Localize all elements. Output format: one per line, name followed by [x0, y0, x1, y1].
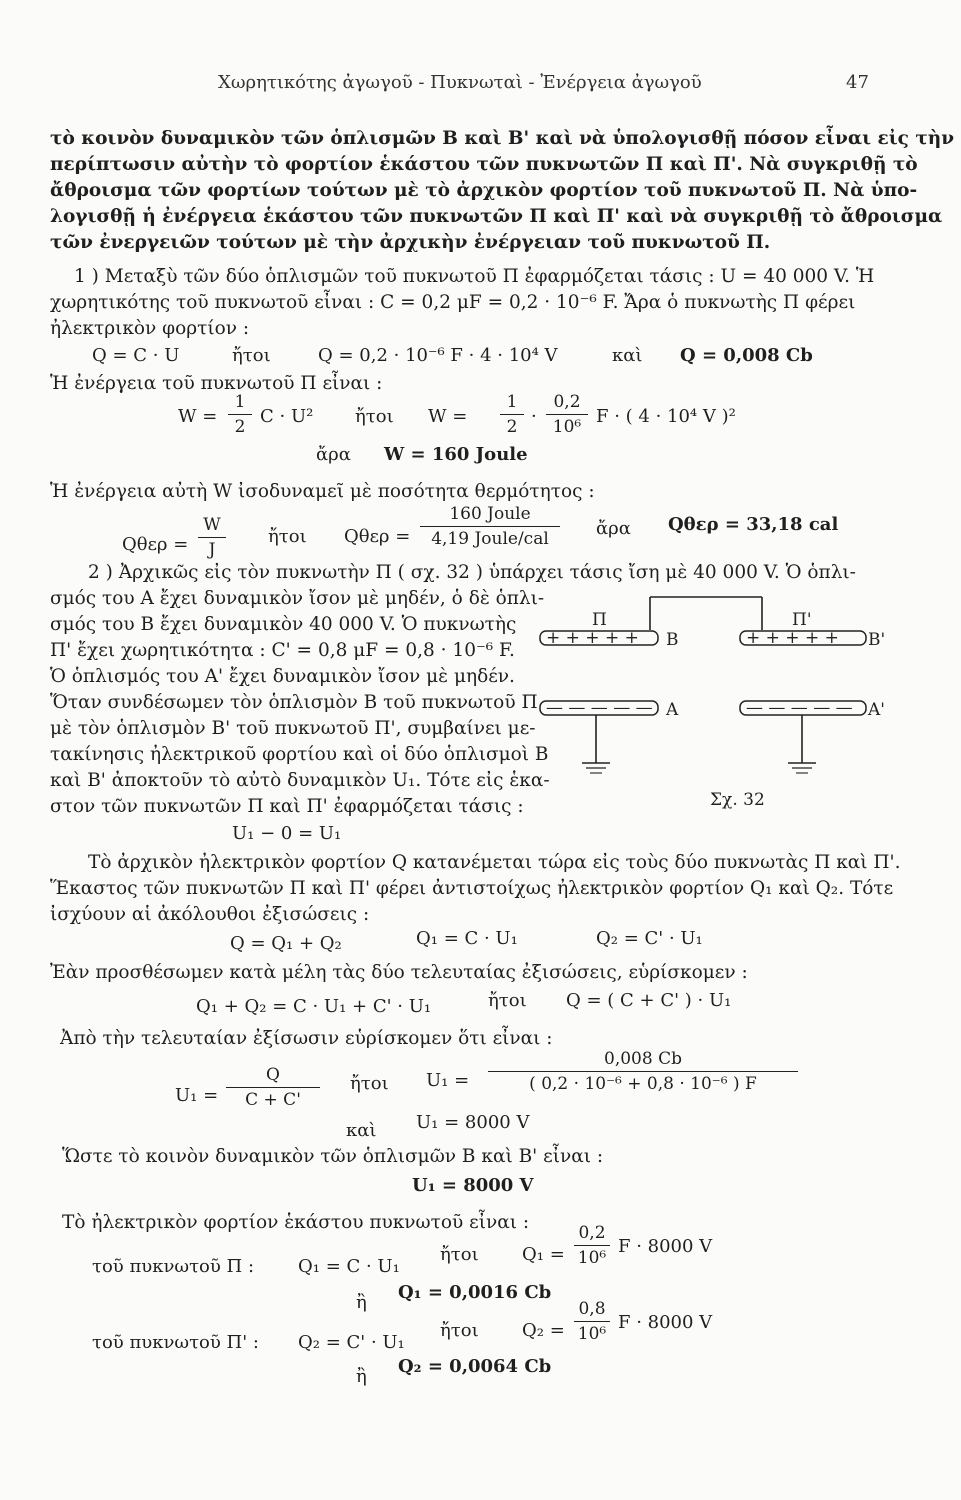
numerator: 0,2 — [578, 1223, 606, 1243]
denominator: ( 0,2 · 10⁻⁶ + 0,8 · 10⁻⁶ ) F — [529, 1074, 757, 1094]
denominator: C + C' — [245, 1090, 301, 1110]
eq-q2-tail: F · 8000 V — [618, 1312, 713, 1333]
eq-sum-expanded: Q₁ + Q₂ = C · U₁ + C' · U₁ — [196, 996, 432, 1017]
word-eta: ἢ — [356, 1292, 367, 1313]
fraction-08 — [574, 1298, 610, 1345]
dist-line: Τὸ ἀρχικὸν ἠλεκτρικὸν φορτίον Q κατανέμεται τώρα εἰς τοὺς δύο πυκνωτὰς Π καὶ Π'. — [88, 852, 901, 873]
label-p: Π — [592, 610, 607, 630]
eq-q2-cu1: Q₂ = C' · U₁ — [298, 1332, 405, 1353]
eq-q1-tail: F · 8000 V — [618, 1236, 713, 1257]
numerator: 1 — [234, 392, 246, 412]
numerator: 160 Joule — [449, 504, 531, 524]
eq-q1: Q₁ = C · U₁ — [416, 928, 518, 949]
eq-q2: Q₂ = C' · U₁ — [596, 928, 703, 949]
eq-q-total: Q = ( C + C' ) · U₁ — [566, 990, 732, 1011]
fraction-half — [228, 391, 252, 438]
eq-w-lhs: W = — [178, 406, 218, 427]
label-a: Α — [666, 700, 679, 720]
word-kai: καὶ — [346, 1120, 377, 1141]
part2-line: μὲ τὸν ὁπλισμὸν Β' τοῦ πυκνωτοῦ Π', συμβαίνει με- — [50, 718, 536, 739]
fraction-bar — [228, 414, 252, 415]
denominator: 10⁶ — [577, 1248, 607, 1268]
denominator: J — [208, 540, 216, 560]
figure-32-capacitors — [530, 585, 910, 815]
fraction-bar — [574, 1245, 610, 1246]
plus-signs: + + + + + — [546, 628, 639, 648]
fraction-joule-cal — [420, 503, 560, 550]
dist-line: Ἕκαστος τῶν πυκνωτῶν Π καὶ Π' φέρει ἀντιστοίχως ἠλεκτρικὸν φορτίον Q₁ καὶ Q₂. Τότε — [50, 878, 894, 899]
fraction-q-over-c — [226, 1064, 320, 1111]
dot: · — [531, 406, 537, 427]
eq-u1-lhs: U₁ = — [175, 1085, 219, 1106]
page-number: 47 — [846, 72, 869, 93]
word-eta: ἢ — [356, 1366, 367, 1387]
fraction-bar — [198, 537, 226, 538]
fraction-bar — [546, 414, 588, 415]
result-q1: Q₁ = 0,0016 Cb — [398, 1282, 552, 1303]
cap2-label: τοῦ πυκνωτοῦ Π' : — [92, 1332, 259, 1353]
label-b: Β — [666, 630, 679, 650]
cap1-label: τοῦ πυκνωτοῦ Π : — [92, 1256, 255, 1277]
denominator: 2 — [506, 417, 518, 437]
result-w: W = 160 Joule — [384, 444, 528, 465]
part2-line: στον τῶν πυκνωτῶν Π καὶ Π' ἐφαρμόζεται τάσις : — [50, 796, 524, 817]
heat-intro: Ἡ ἐνέργεια αὐτὴ W ἰσοδυναμεῖ μὲ ποσότητα θερμότητος : — [50, 481, 595, 502]
figure-caption: Σχ. 32 — [710, 790, 765, 810]
intro-line: τῶν ἐνεργειῶν τούτων μὲ τὴν ἀρχικὴν ἐνέργειαν τοῦ πυκνωτοῦ Π. — [50, 232, 771, 253]
fraction-u1-numeric — [488, 1048, 798, 1095]
eq-u1-lhs2: U₁ = — [426, 1070, 470, 1091]
numerator: 1 — [506, 392, 518, 412]
part2-line: σμός του Β ἔχει δυναμικὸν 40 000 V. Ὁ πυκνωτὴς — [50, 614, 517, 635]
denominator: 10⁶ — [552, 417, 582, 437]
fraction-bar — [420, 526, 560, 527]
word-htoi: ἤτοι — [355, 406, 394, 427]
part2-line: Π' ἔχει χωρητικότητα : C' = 0,8 μF = 0,8 · 10⁻⁶ F. — [50, 640, 515, 661]
intro-line: λογισθῇ ἡ ἐνέργεια ἑκάστου τῶν πυκνωτῶν Π καὶ Π' καὶ νὰ συγκριθῇ τὸ ἄθροισμα — [50, 206, 943, 227]
part1-line: ἠλεκτρικὸν φορτίον : — [50, 318, 250, 339]
eq-w-lhs2: W = — [428, 406, 468, 427]
numerator: 0,8 — [578, 1299, 606, 1319]
word-htoi: ἤτοι — [350, 1073, 389, 1094]
intro-line: τὸ κοινὸν δυναμικὸν τῶν ὁπλισμῶν Β καὶ Β' καὶ νὰ ὑπολογισθῇ πόσον εἶναι εἰς τὴν — [50, 128, 955, 149]
part1-line: 1 ) Μεταξὺ τῶν δύο ὁπλισμῶν τοῦ πυκνωτοῦ Π ἐφαρμόζεται τάσις : U = 40 000 V. Ἡ — [74, 266, 875, 287]
eq-q1-lhs: Q₁ = — [522, 1244, 565, 1265]
fraction-w-j — [198, 514, 226, 561]
eq-q-cu: Q = C · U — [92, 345, 180, 366]
eq-u1-zero: U₁ − 0 = U₁ — [232, 823, 342, 844]
result-q2: Q₂ = 0,0064 Cb — [398, 1356, 552, 1377]
word-ara: ἄρα — [596, 518, 631, 539]
fraction-bar — [574, 1321, 610, 1322]
label-b-prime: Β' — [868, 630, 886, 650]
fraction-half — [500, 391, 524, 438]
minus-signs: — — — — — — [746, 698, 853, 718]
denominator: 4,19 Joule/cal — [431, 529, 549, 549]
word-htoi: ἤτοι — [440, 1244, 479, 1265]
part2-line: 2 ) Ἀρχικῶς εἰς τὸν πυκνωτὴν Π ( σχ. 32 ) ὑπάρχει τάσις ἴση μὲ 40 000 V. Ὁ ὁπλι- — [88, 562, 856, 583]
running-title: Χωρητικότης ἀγωγοῦ - Πυκνωταὶ - Ἐνέργεια ἀγωγοῦ — [218, 72, 702, 93]
eq-sum-charges: Q = Q₁ + Q₂ — [230, 933, 342, 954]
part2-line: Ὅταν συνδέσωμεν τὸν ὁπλισμὸν Β τοῦ πυκνωτοῦ Π — [50, 692, 538, 713]
fraction-bar — [226, 1087, 320, 1088]
dist-line: ἰσχύουν αἱ ἀκόλουθοι ἐξισώσεις : — [50, 904, 370, 925]
numerator: Q — [266, 1065, 280, 1085]
common-line: Ὥστε τὸ κοινὸν δυναμικὸν τῶν ὁπλισμῶν Β καὶ Β' εἶναι : — [62, 1146, 604, 1167]
eq-q2-lhs: Q₂ = — [522, 1320, 565, 1341]
eq-q1-cu1: Q₁ = C · U₁ — [298, 1256, 400, 1277]
eq-u1-value: U₁ = 8000 V — [416, 1112, 530, 1133]
denominator: 2 — [234, 417, 246, 437]
numerator: 0,008 Cb — [604, 1049, 682, 1069]
intro-line: περίπτωσιν αὐτὴν τὸ φορτίον ἑκάστου τῶν πυκνωτῶν Π καὶ Π'. Νὰ συγκριθῇ τὸ — [50, 154, 918, 175]
denominator: 10⁶ — [577, 1324, 607, 1344]
eq-w-rhs: C · U² — [260, 406, 314, 427]
energy-intro: Ἡ ἐνέργεια τοῦ πυκνωτοῦ Π εἶναι : — [50, 373, 383, 394]
part2-line: σμός του Α ἔχει δυναμικὸν ἴσον μὲ μηδέν, ὁ δὲ ὁπλι- — [50, 588, 545, 609]
part2-line: τακίνησις ἠλεκτρικοῦ φορτίου καὶ οἱ δύο ὁπλισμοὶ Β — [50, 744, 549, 765]
numerator: 0,2 — [553, 392, 581, 412]
label-p-prime: Π' — [792, 610, 812, 630]
eq-q-numeric: Q = 0,2 · 10⁻⁶ F · 4 · 10⁴ V — [318, 345, 558, 366]
result-u1: U₁ = 8000 V — [412, 1175, 534, 1196]
word-htoi: ἤτοι — [440, 1320, 479, 1341]
eq-qtherm-lhs: Qθερ = — [122, 534, 189, 555]
word-htoi: ἤτοι — [488, 990, 527, 1011]
eq-w-tail: F · ( 4 · 10⁴ V )² — [596, 406, 736, 427]
add-line: Ἐὰν προσθέσωμεν κατὰ μέλη τὰς δύο τελευταίας ἐξισώσεις, εὑρίσκομεν : — [50, 962, 748, 983]
part2-line: Ὁ ὁπλισμός του Α' ἔχει δυναμικὸν ἴσον μὲ μηδέν. — [50, 666, 515, 687]
fraction-bar — [488, 1071, 798, 1072]
fraction-bar — [500, 414, 524, 415]
label-a-prime: Α' — [868, 700, 885, 720]
numerator: W — [203, 515, 221, 535]
word-htoi: ἤτοι — [268, 526, 307, 547]
intro-line: ἄθροισμα τῶν φορτίων τούτων μὲ τὸ ἀρχικὸν φορτίον τοῦ πυκνωτοῦ Π. Νὰ ὑπο- — [50, 180, 918, 201]
word-ara: ἄρα — [316, 444, 351, 465]
word-kai: καὶ — [612, 345, 643, 366]
eq-qtherm-lhs2: Qθερ = — [344, 526, 411, 547]
result-qtherm: Qθερ = 33,18 cal — [668, 514, 839, 535]
from-line: Ἀπὸ τὴν τελευταίαν ἐξίσωσιν εὑρίσκομεν ὅτι εἶναι : — [60, 1028, 553, 1049]
plus-signs: + + + + + — [746, 628, 839, 648]
charge-line: Τὸ ἠλεκτρικὸν φορτίον ἑκάστου πυκνωτοῦ εἶναι : — [62, 1212, 530, 1233]
word-htoi: ἤτοι — [232, 345, 271, 366]
result-q: Q = 0,008 Cb — [680, 345, 813, 366]
part1-line: χωρητικότης τοῦ πυκνωτοῦ εἶναι : C = 0,2 μF = 0,2 · 10⁻⁶ F. Ἄρα ὁ πυκνωτὴς Π φέρει — [50, 292, 856, 313]
fraction-02 — [574, 1222, 610, 1269]
minus-signs: — — — — — — [546, 698, 653, 718]
fraction-capacitance — [546, 391, 588, 438]
part2-line: καὶ Β' ἀποκτοῦν τὸ αὐτὸ δυναμικὸν U₁. Τότε εἰς ἑκα- — [50, 770, 550, 791]
